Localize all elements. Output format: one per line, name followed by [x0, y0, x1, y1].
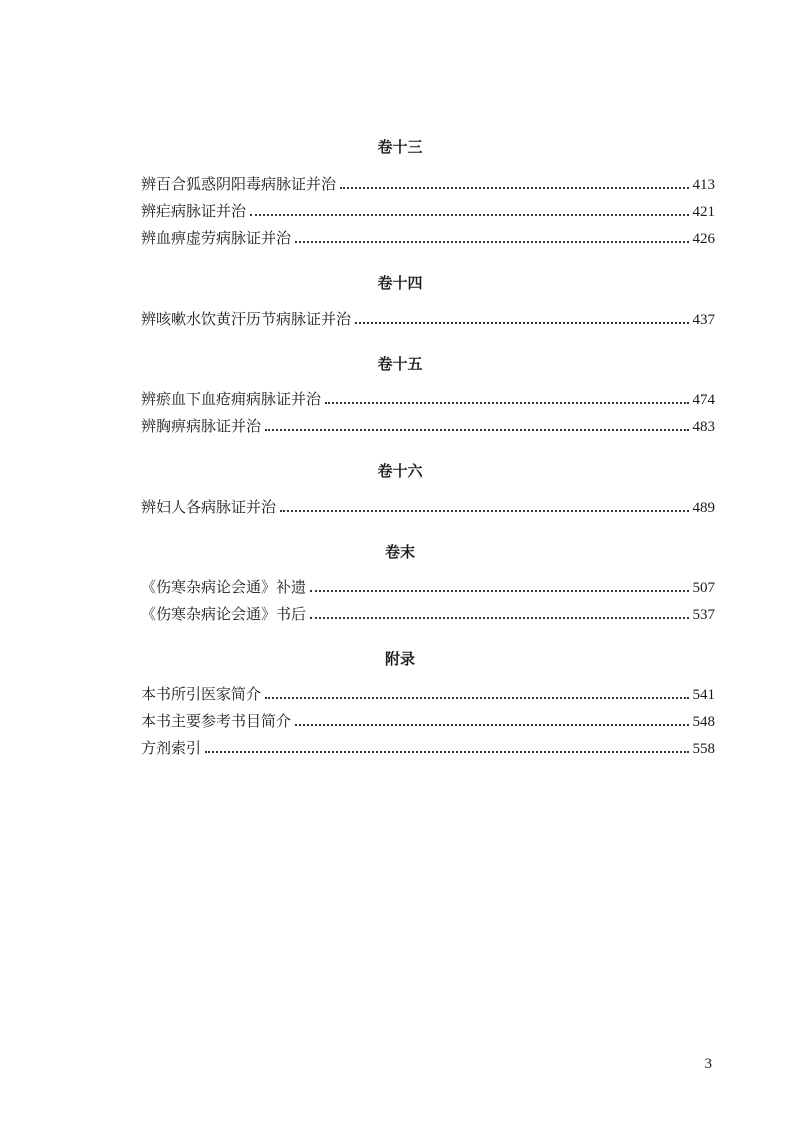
entry-title: 方剂索引 [141, 739, 202, 757]
section-heading: 卷十四 [377, 274, 423, 292]
toc-entry[interactable] [141, 738, 715, 758]
entry-page-number: 483 [692, 419, 715, 435]
entry-page-number: 474 [692, 392, 715, 408]
entry-page-number: 537 [692, 607, 715, 623]
toc-entry[interactable] [141, 577, 715, 597]
section-heading: 卷十五 [377, 355, 423, 373]
dot-leader [355, 321, 688, 324]
dot-leader [310, 589, 688, 592]
entry-title: 《伤寒杂病论会通》书后 [141, 605, 307, 623]
section-heading: 卷十六 [377, 462, 423, 480]
entry-title: 辨咳嗽水饮黄汗历节病脉证并治 [141, 310, 352, 328]
section-heading: 附录 [384, 650, 415, 668]
toc-entry[interactable] [141, 684, 715, 704]
dot-leader [295, 723, 688, 726]
dot-leader [295, 240, 688, 243]
toc-entry[interactable] [141, 416, 715, 436]
dot-leader [325, 401, 688, 404]
entry-title: 本书所引医家简介 [141, 685, 262, 703]
toc-entry[interactable] [141, 201, 715, 221]
dot-leader [340, 186, 688, 189]
dot-leader [310, 616, 688, 619]
toc-entry[interactable] [141, 309, 715, 329]
section-heading: 卷十三 [377, 138, 423, 156]
entry-title: 辨疟病脉证并治 [141, 202, 247, 220]
entry-page-number: 541 [692, 687, 715, 703]
entry-title: 《伤寒杂病论会通》补遗 [141, 578, 307, 596]
entry-title: 辨胸痹病脉证并治 [141, 417, 262, 435]
dot-leader [250, 213, 688, 216]
toc-entry[interactable] [141, 228, 715, 248]
toc-entry[interactable] [141, 389, 715, 409]
toc-entry[interactable] [141, 174, 715, 194]
entry-page-number: 558 [692, 741, 715, 757]
dot-leader [280, 509, 688, 512]
entry-page-number: 548 [692, 714, 715, 730]
section-heading: 卷末 [384, 543, 415, 561]
page-number: 3 [704, 1056, 712, 1072]
entry-page-number: 421 [692, 204, 715, 220]
entry-page-number: 437 [692, 312, 715, 328]
entry-page-number: 426 [692, 231, 715, 247]
entry-page-number: 507 [692, 580, 715, 596]
toc-entry[interactable] [141, 604, 715, 624]
toc-entry[interactable] [141, 711, 715, 731]
entry-title: 辨瘀血下血疮痈病脉证并治 [141, 390, 322, 408]
dot-leader [205, 750, 688, 753]
entry-title: 辨妇人各病脉证并治 [141, 498, 277, 516]
dot-leader [265, 696, 688, 699]
entry-title: 辨百合狐惑阴阳毒病脉证并治 [141, 175, 337, 193]
dot-leader [265, 428, 688, 431]
entry-page-number: 413 [692, 177, 715, 193]
entry-title: 辨血痹虚劳病脉证并治 [141, 229, 292, 247]
entry-page-number: 489 [692, 500, 715, 516]
entry-title: 本书主要参考书目简介 [141, 712, 292, 730]
toc-entry[interactable] [141, 497, 715, 517]
